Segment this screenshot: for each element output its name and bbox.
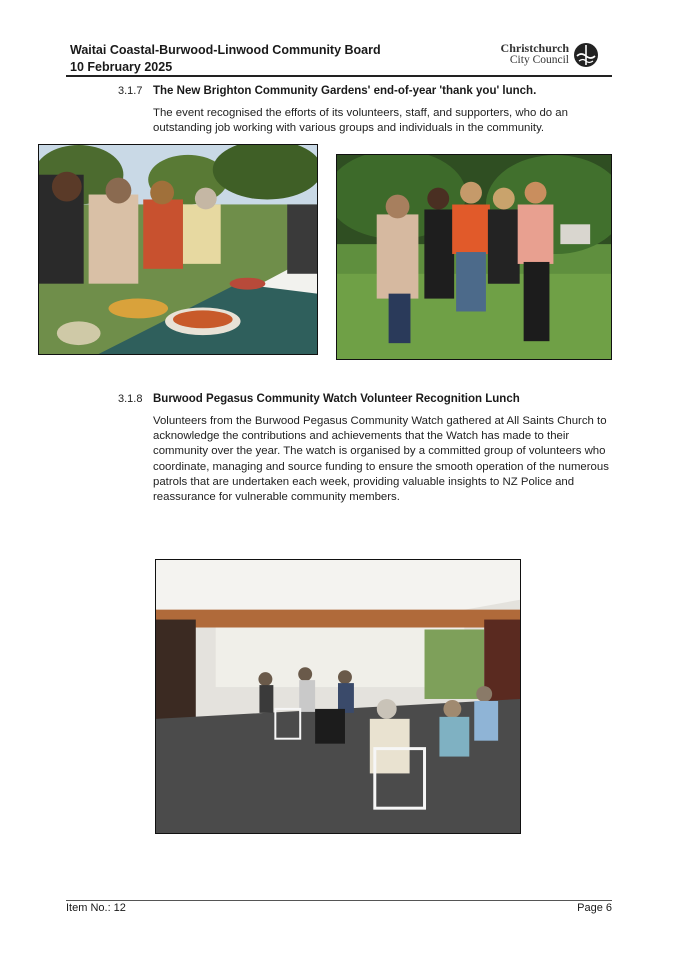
section-heading: The New Brighton Community Gardens' end-of-year 'thank you' lunch. xyxy=(153,85,537,97)
section-body: The event recognised the efforts of its volunteers, staff, and supporters, who do an outstanding job working with various groups and individuals in the community. xyxy=(153,107,568,135)
item-number: Item No.: 12 xyxy=(66,902,126,914)
council-logo xyxy=(497,41,603,69)
section-body: Volunteers from the Burwood Pegasus Community Watch gathered at All Saints Church to acknowledge the contributions and achievements that the Watch has made to their community over the year. The watch is organised by a committed group of volunteers who coordinate, managing and source funding to ensure the smooth operation of the numerous patrols that are undertaken each week, providing valuable insights to NZ Police and reassurance for vulnerable community members. xyxy=(153,415,609,504)
footer-divider xyxy=(66,900,612,901)
photo-garden-group xyxy=(336,154,612,360)
section-heading: Burwood Pegasus Community Watch Volunteer Recognition Lunch xyxy=(153,393,520,405)
page-number: Page 6 xyxy=(577,902,612,914)
meeting-date: 10 February 2025 xyxy=(70,60,173,74)
photo-garden-buffet xyxy=(38,144,318,355)
section-number: 3.1.7 xyxy=(118,85,143,97)
logo-line1: Christchurch xyxy=(500,41,569,55)
section-number: 3.1.8 xyxy=(118,393,143,405)
photo-church-hall-lunch xyxy=(155,559,521,834)
header-divider xyxy=(66,75,612,77)
board-title: Waitai Coastal-Burwood-Linwood Community Board xyxy=(70,43,381,57)
logo-line2: City Council xyxy=(509,54,569,66)
council-emblem-icon xyxy=(573,42,599,68)
